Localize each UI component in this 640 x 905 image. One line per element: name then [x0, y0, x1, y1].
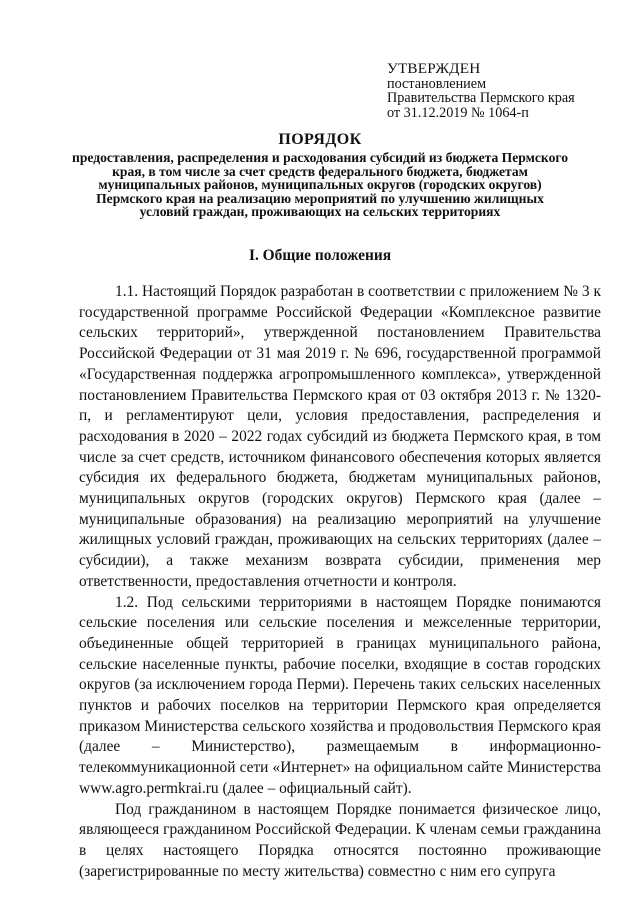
- document-subtitle: предоставления, распределения и расходования субсидий из бюджета Пермского края, в том числе за счет средств федерального бюджета, бюджетам муниципальных районов, муниципальных округов (городских округов) Пермского края на реализацию мероприятий по улучшению жилищных условий граждан, проживающих на сельских территориях: [71, 150, 568, 220]
- document-body: [79, 282, 601, 882]
- approval-line-1: постановлением: [387, 75, 487, 92]
- approval-line-2: Правительства Пермского края: [387, 90, 575, 106]
- approval-line-3: от 31.12.2019 № 1064-п: [387, 104, 529, 121]
- section-heading: I. Общие положения: [248, 247, 392, 264]
- paragraph: 1.1. Настоящий Порядок разработан в соответствии с приложением № 3 к государственной программе Российской Федерации «Комплексное развитие сельских территорий», утвержденной постановлением Правительства Российской Федерации от 31 мая 2019 г. № 696, государственной программой «Государственная поддержка агропромышленного комплекса», утвержденной постановлением Правительства Пермского края от 03 октября 2013 г. № 1320-п, и регламентируют цели, условия предоставления, распределения и расходования в 2020 – 2022 годах субсидий из бюджета Пермского края, в том числе за счет средств, источником финансового обеспечения которых является субсидия их федерального бюджета, бюджетам муниципальных районов, муниципальных округов (городских округов) Пермского края (далее – муниципальные образования) на реализацию мероприятий на улучшение жилищных условий граждан, проживающих на сельских территориях (далее – субсидии), а также механизм возврата субсидии, применения мер ответственности, предоставления отчетности и контроля.: [79, 283, 601, 590]
- approval-stamp: [387, 62, 637, 120]
- approval-heading: УТВЕРЖДЕН: [387, 60, 481, 77]
- document-title: ПОРЯДОК: [278, 131, 362, 148]
- paragraph: 1.2. Под сельскими территориями в настоящем Порядке понимаются сельские поселения или сельские поселения и межселенные территории, объединенные общей территорией в границах муниципального района, сельские населенные пункты, рабочие поселки, входящие в состав городских округов (за исключением города Перми). Перечень таких сельских населенных пунктов и рабочих поселков на территории Пермского края определяется приказом Министерства сельского хозяйства и продовольствия Пермского края (далее – Министерство), размещаемым в информационно-телекоммуникационной сети «Интернет» на официальном сайте Министерства www.agro.permkrai.ru (далее – официальный сайт).: [79, 593, 601, 797]
- paragraph: Под гражданином в настоящем Порядке понимается физическое лицо, являющееся гражданином Российской Федерации. К членам семьи гражданина в целях настоящего Порядка относятся постоянно проживающие (зарегистрированные по месту жительства) совместно с ним его супруга: [79, 800, 601, 880]
